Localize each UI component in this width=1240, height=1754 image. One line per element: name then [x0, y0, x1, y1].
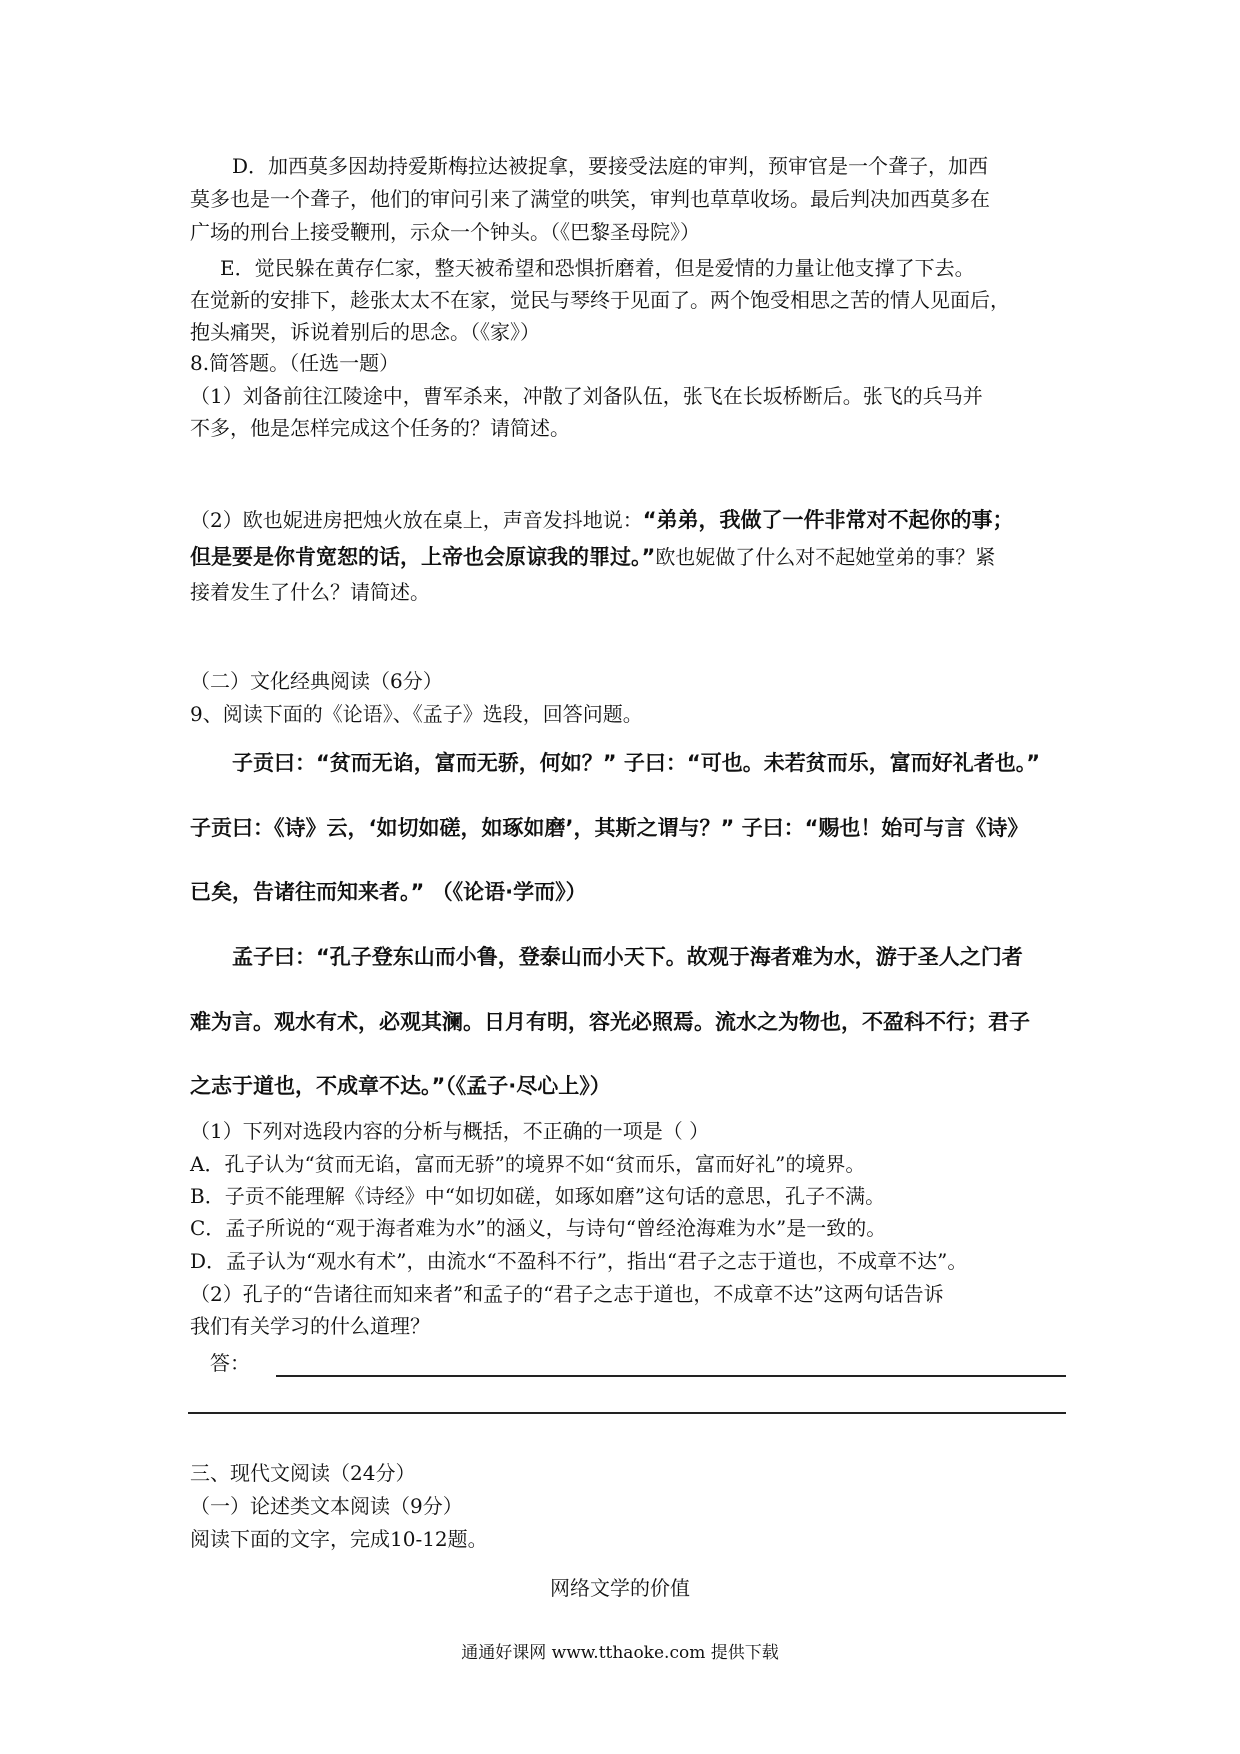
lunyu-line-3: 已矣，告诸往而知来者。” （《论语·学而》）: [190, 880, 587, 904]
mengzi-line-2: 难为言。观水有术，必观其澜。日月有明，容光必照焉。流水之为物也，不盈科不行；君子: [190, 1010, 1030, 1034]
option-a: A．孔子认为“贫而无谄，富而无骄”的境界不如“贫而乐，富而好礼”的境界。: [190, 1152, 866, 1176]
line-d-2: 莫多也是一个聋子，他们的审问引来了满堂的哄笑，审判也草草收场。最后判决加西莫多在: [190, 187, 990, 211]
answer-line-1[interactable]: [276, 1375, 1066, 1377]
page-footer: 通通好课网 www.tthaoke.com 提供下载: [461, 1643, 779, 1663]
lunyu-line-2: 子贡曰：《诗》云，‘如切如磋，如琢如磨’，其斯之谓与？” 子曰：“赐也！始可与言《诗》: [190, 816, 1029, 840]
q8-2-text: （2）欧也妮进房把烛火放在桌上，声音发抖地说：: [190, 508, 643, 532]
section-modern-heading: 三、现代文阅读（24分）: [190, 1461, 416, 1485]
q9-2-line-1: （2）孔子的“告诸往而知来者”和孟子的“君子之志于道也，不成章不达”这两句话告诉: [190, 1282, 944, 1306]
q8-1-line-2: 不多，他是怎样完成这个任务的？请简述。: [190, 416, 570, 440]
option-c: C．孟子所说的“观于海者难为水”的涵义，与诗句“曾经沧海难为水”是一致的。: [190, 1216, 887, 1240]
line-e-3: 抱头痛哭，诉说着别后的思念。（《家》）: [190, 320, 540, 344]
line-d-1: D．加西莫多因劫持爱斯梅拉达被捉拿，要接受法庭的审判，预审官是一个聋子，加西: [232, 154, 989, 178]
mengzi-line-3: 之志于道也，不成章不达。”（《孟子·尽心上》）: [190, 1074, 611, 1098]
line-d-3: 广场的刑台上接受鞭刑，示众一个钟头。（《巴黎圣母院》）: [190, 220, 700, 244]
mengzi-line-1: 孟子曰：“孔子登东山而小鲁，登泰山而小天下。故观于海者难为水，游于圣人之门者: [232, 945, 1023, 969]
line-e-1: E．觉民躲在黄存仁家，整天被希望和恐惧折磨着，但是爱情的力量让他支撑了下去。: [220, 256, 975, 280]
line-e-2: 在觉新的安排下，趁张太太不在家，觉民与琴终于见面了。两个饱受相思之苦的情人见面后，: [190, 288, 1010, 312]
option-d: D．孟子认为“观水有术”，由流水“不盈科不行”，指出“君子之志于道也，不成章不达”。: [190, 1249, 968, 1273]
q8-2-quote-cont: 但是要是你肯宽恕的话，上帝也会原谅我的罪过。”: [190, 545, 656, 569]
q8-2-line-1: [190, 506, 1070, 534]
article-title: 网络文学的价值: [550, 1576, 690, 1600]
q8-2-line-2: [190, 543, 1070, 571]
q8-2-quote: “弟弟，我做了一件非常对不起你的事；: [642, 508, 1014, 532]
reading-instruction: 阅读下面的文字，完成10-12题。: [190, 1527, 488, 1551]
q8-heading: 8.简答题。（任选一题）: [190, 351, 400, 375]
q9-2-line-2: 我们有关学习的什么道理？: [190, 1314, 430, 1338]
q9-heading: 9、阅读下面的《论语》、《孟子》选段，回答问题。: [190, 702, 643, 726]
section-classics-heading: （二）文化经典阅读（6分）: [190, 669, 443, 693]
option-b: B．子贡不能理解《诗经》中“如切如磋，如琢如磨”这句话的意思，孔子不满。: [190, 1184, 886, 1208]
q8-1-line-1: （1）刘备前往江陵途中，曹军杀来，冲散了刘备队伍，张飞在长坂桥断后。张飞的兵马并: [190, 384, 983, 408]
q8-2-line-3: 接着发生了什么？请简述。: [190, 580, 430, 604]
answer-label: 答：: [210, 1351, 250, 1375]
lunyu-line-1: 子贡曰：“贫而无谄，富而无骄，何如？” 子曰：“可也。未若贫而乐，富而好礼者也。”: [232, 751, 1041, 775]
q9-1-stem: （1）下列对选段内容的分析与概括，不正确的一项是（ ）: [190, 1119, 710, 1143]
q8-2-question: 欧也妮做了什么对不起她堂弟的事？紧: [655, 545, 996, 569]
subsection-argument-heading: （一）论述类文本阅读（9分）: [190, 1494, 463, 1518]
answer-line-2[interactable]: [188, 1412, 1066, 1414]
